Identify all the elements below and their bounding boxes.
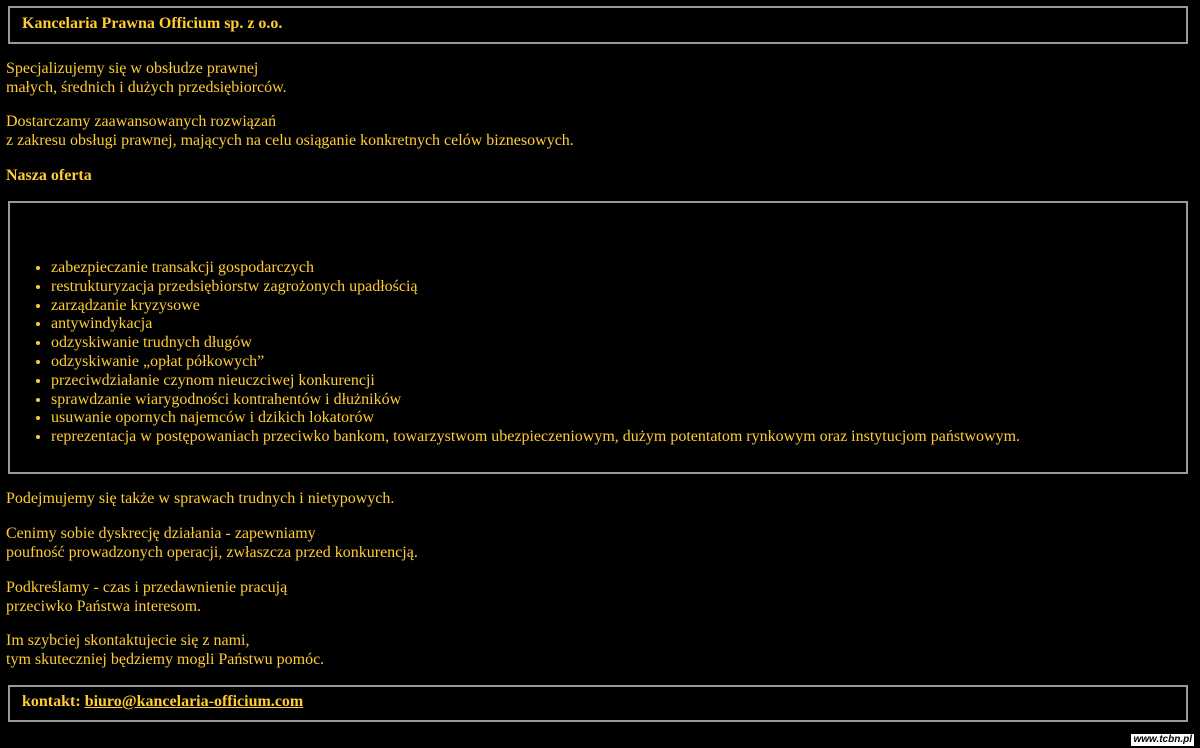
offer-box — [8, 201, 1188, 474]
header-box — [8, 6, 1188, 44]
intro-p1-line2: małych, średnich i dużych przedsiębiorców. — [6, 79, 287, 96]
contact-email-link[interactable]: biuro@kancelaria-officium.com — [84, 693, 304, 710]
contact-label: kontakt: — [22, 693, 81, 710]
offer-list-item: • reprezentacja w postępowaniach przeciwko bankom, towarzystwom ubezpieczeniowym, dużym potentatom rynkowym oraz instytucjom państwowym. — [51, 428, 1020, 447]
contact-line — [22, 692, 303, 711]
offer-list-item: • odzyskiwanie „opłat półkowych” — [51, 353, 1020, 372]
offer-list-item: • antywindykacja — [51, 315, 1020, 334]
offer-list — [10, 259, 1020, 447]
closing-paragraph-4 — [6, 631, 324, 669]
intro-p2-line1: Dostarczamy zaawansowanych rozwiązań — [6, 113, 277, 130]
contact-box — [8, 685, 1188, 722]
closing-p3-line2: przeciwko Państwa interesom. — [6, 598, 202, 615]
offer-list-item: • sprawdzanie wiarygodności kontrahentów i dłużników — [51, 391, 1020, 410]
offer-list-item: • przeciwdziałanie czynom nieuczciwej konkurencji — [51, 372, 1020, 391]
offer-list-item: • odzyskiwanie trudnych długów — [51, 334, 1020, 353]
intro-paragraph-2 — [6, 112, 574, 150]
closing-paragraph-3 — [6, 578, 287, 616]
intro-p1-line1: Specjalizujemy się w obsłudze prawnej — [6, 60, 259, 77]
closing-p2-line2: poufność prowadzonych operacji, zwłaszcza przed konkurencją. — [6, 544, 418, 561]
closing-paragraph-2 — [6, 524, 418, 562]
watermark: www.tcbn.pl — [1133, 734, 1192, 745]
intro-p2-line2: z zakresu obsługi prawnej, mających na celu osiąganie konkretnych celów biznesowych. — [6, 132, 574, 149]
closing-p3-line1: Podkreślamy - czas i przedawnienie pracują — [6, 579, 288, 596]
offer-list-item: • zarządzanie kryzysowe — [51, 297, 1020, 316]
offer-heading: Nasza oferta — [6, 167, 92, 184]
offer-list-item: • zabezpieczanie transakcji gospodarczych — [51, 259, 1020, 278]
offer-list-item: • usuwanie opornych najemców i dzikich lokatorów — [51, 409, 1020, 428]
page-title: Kancelaria Prawna Officium sp. z o.o. — [22, 15, 283, 32]
closing-p4-line1: Im szybciej skontaktujecie się z nami, — [6, 632, 250, 649]
closing-p2-line1: Cenimy sobie dyskrecję działania - zapewniamy — [6, 525, 316, 542]
intro-paragraph-1 — [6, 59, 287, 97]
closing-p4-line2: tym skuteczniej będziemy mogli Państwu pomóc. — [6, 651, 325, 668]
offer-list-item: • restrukturyzacja przedsiębiorstw zagrożonych upadłością — [51, 278, 1020, 297]
closing-paragraph-1: Podejmujemy się także w sprawach trudnych i nietypowych. — [6, 490, 395, 507]
